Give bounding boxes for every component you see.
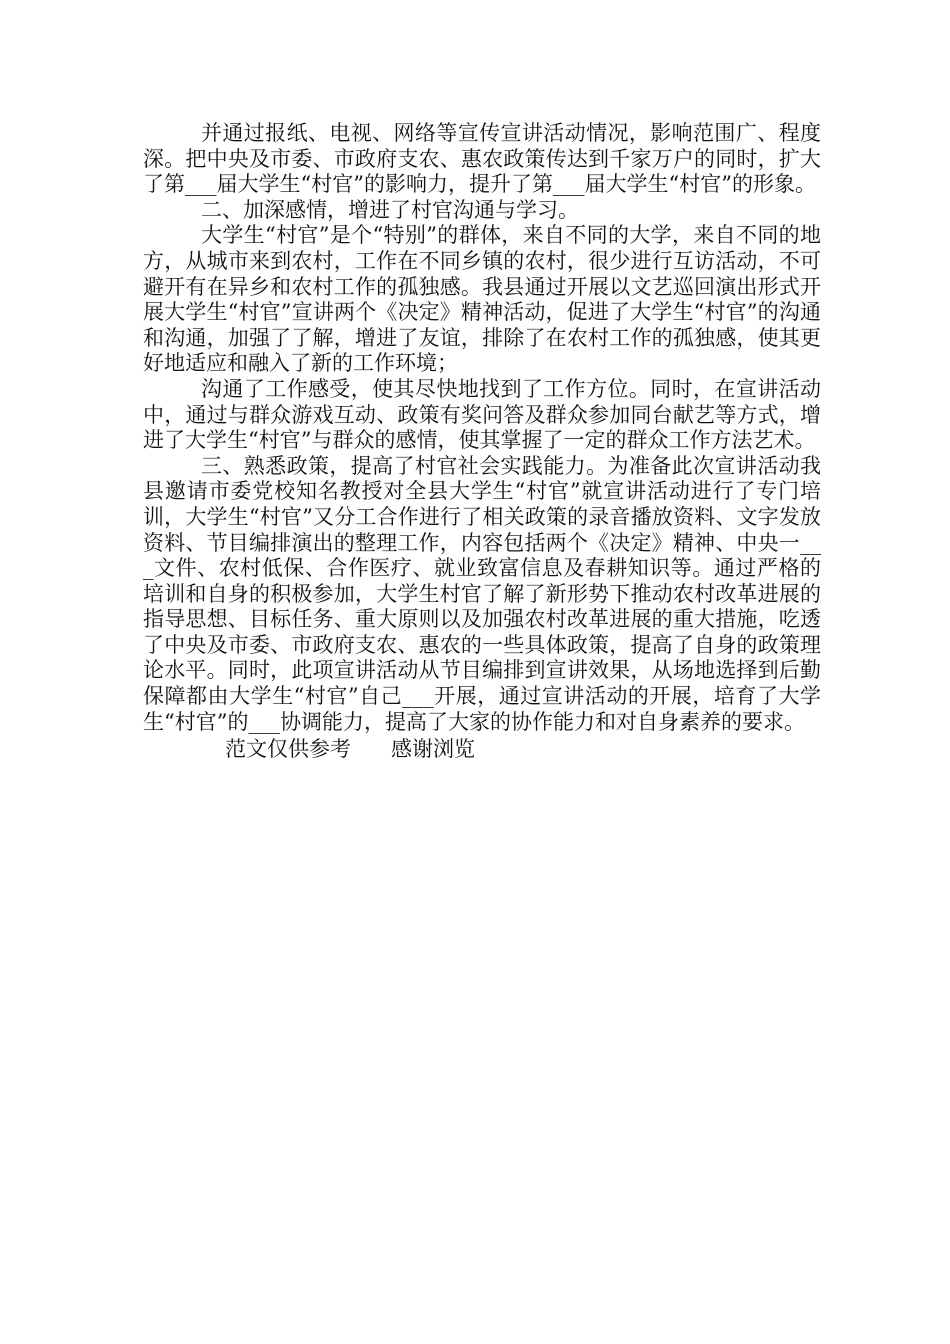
section-heading-two: 二、加深感情，增进了村官沟通与学习。 [201,197,579,222]
paragraph-work-experience: 沟通了工作感受，使其尽快地找到了工作方位。同时，在宣讲活动中，通过与群众游戏互动、政策有奖问答及群众参加同台献艺等方式，增进了大学生“村官”与群众的感情，使其掌握了一定的群众工作方法艺术。 [143,376,821,453]
paragraph-publicity: 并通过报纸、电视、网络等宣传宣讲活动情况，影响范围广、程度深。把中央及市委、市政府支农、惠农政策传达到千家万户的同时，扩大了第___届大学生“村官”的影响力，提升了第___届大学生“村官”的形象。 [143,121,821,197]
paragraph-section-three: 三、熟悉政策，提高了村官社会实践能力。为准备此次宣讲活动我县邀请市委党校知名教授对全县大学生“村官”就宣讲活动进行了专门培训，大学生“村官”又分工合作进行了相关政策的录音播放资料、文字发放资料、节目编排演出的整理工作，内容包括两个《决定》精神、中央一___文件、农村低保、合作医疗、就业致富信息及春耕知识等。通过严格的培训和自身的积极参加，大学生村官了解了新形势下推动农村改革进展的指导思想、目标任务、重大原则以及加强农村改革进展的重大措施，吃透了中央及市委、市政府支农、惠农的一些具体政策，提高了自身的政策理论水平。同时，此项宣讲活动从节目编排到宣讲效果，从场地选择到后勤保障都由大学生“村官”自己___开展，通过宣讲活动的开展，培育了大学生“村官”的___协调能力，提高了大家的协作能力和对自身素养的要求。 [143,453,821,734]
paragraph-village-officials: 大学生“村官”是个“特别”的群体，来自不同的大学，来自不同的地方，从城市来到农村，工作在不同乡镇的农村，很少进行互访活动，不可避开有在异乡和农村工作的孤独感。我县通过开展以文艺巡回演出形式开展大学生“村官”宣讲两个《决定》精神活动，促进了大学生“村官”的沟通和沟通，加强了了解，增进了友谊，排除了在农村工作的孤独感，使其更好地适应和融入了新的工作环境； [143,223,821,376]
footer-note: 范文仅供参考 感谢浏览 [225,737,476,762]
document-page [143,121,821,763]
